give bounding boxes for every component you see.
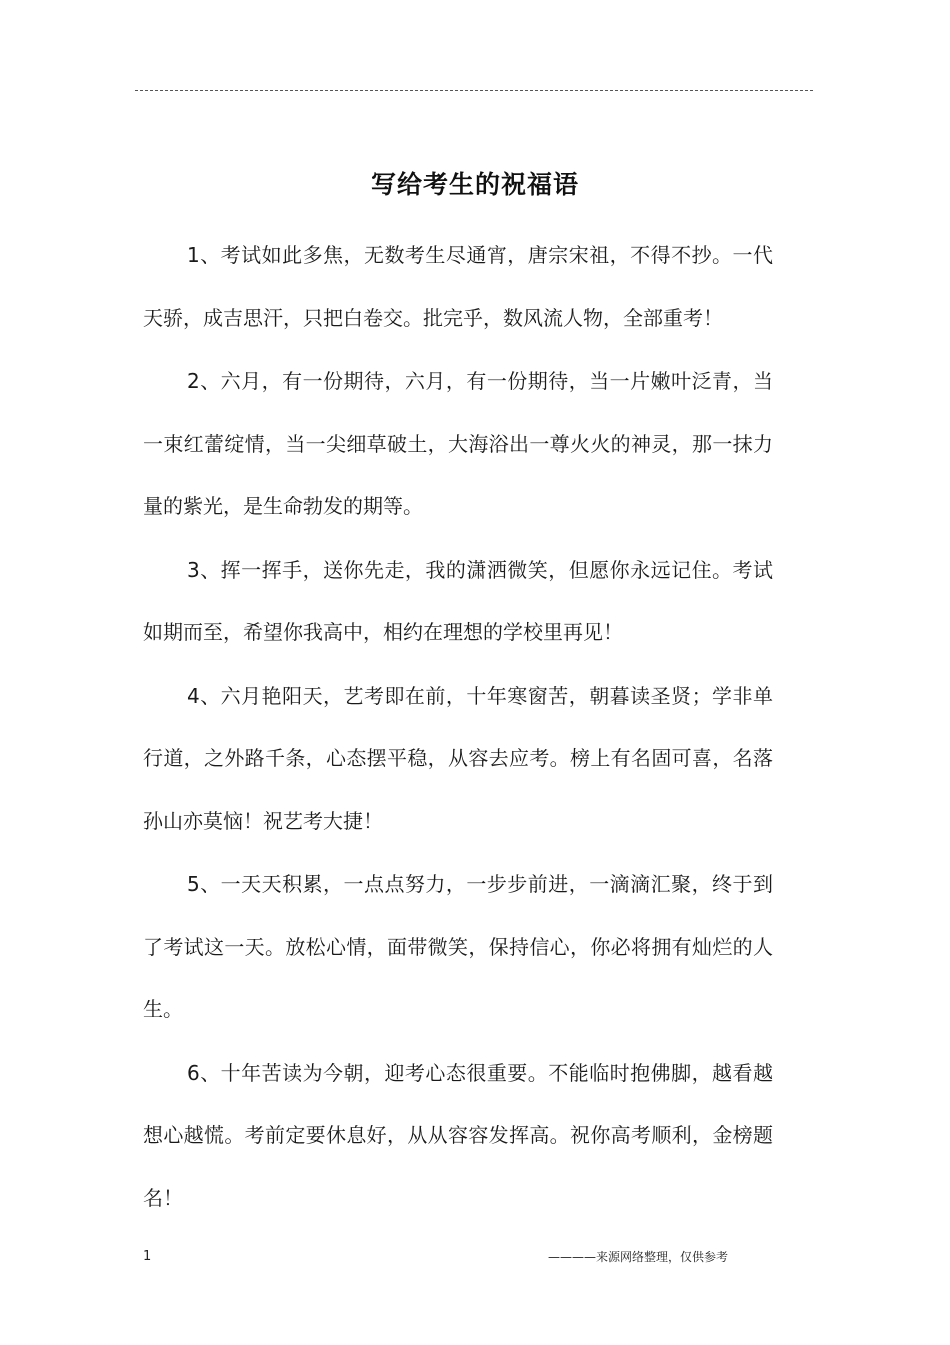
paragraph-1: 1、考试如此多焦，无数考生尽通宵，唐宗宋祖，不得不抄。一代天骄，成吉思汗，只把白卷交。批完乎，数风流人物，全部重考！ — [143, 243, 773, 330]
paragraph-4: 4、六月艳阳天，艺考即在前，十年寒窗苦，朝暮读圣贤；学非单行道，之外路千条，心态摆平稳，从容去应考。榜上有名固可喜，名落孙山亦莫恼！祝艺考大捷！ — [143, 683, 773, 833]
paragraph-6: 6、十年苦读为今朝，迎考心态很重要。不能临时抱佛脚，越看越想心越慌。考前定要休息好，从从容容发挥高。祝你高考顺利，金榜题名！ — [143, 1060, 773, 1210]
paragraph-3: 3、挥一挥手，送你先走，我的潇洒微笑，但愿你永远记住。考试如期而至，希望你我高中，相约在理想的学校里再见！ — [143, 557, 773, 644]
document-title: 写给考生的祝福语 — [370, 169, 579, 199]
header-divider — [135, 90, 813, 91]
document-body — [143, 224, 773, 1230]
paragraph-2: 2、六月，有一份期待，六月，有一份期待，当一片嫩叶泛青，当一束红蕾绽情，当一尖细草破土，大海浴出一尊火火的神灵，那一抹力量的紫光，是生命勃发的期等。 — [143, 369, 773, 518]
paragraph-5: 5、一天天积累，一点点努力，一步步前进，一滴滴汇聚，终于到了考试这一天。放松心情，面带微笑，保持信心，你必将拥有灿烂的人生。 — [143, 872, 773, 1021]
page-number: 1 — [143, 1249, 152, 1264]
source-note: ————来源网络整理，仅供参考 — [548, 1250, 729, 1264]
